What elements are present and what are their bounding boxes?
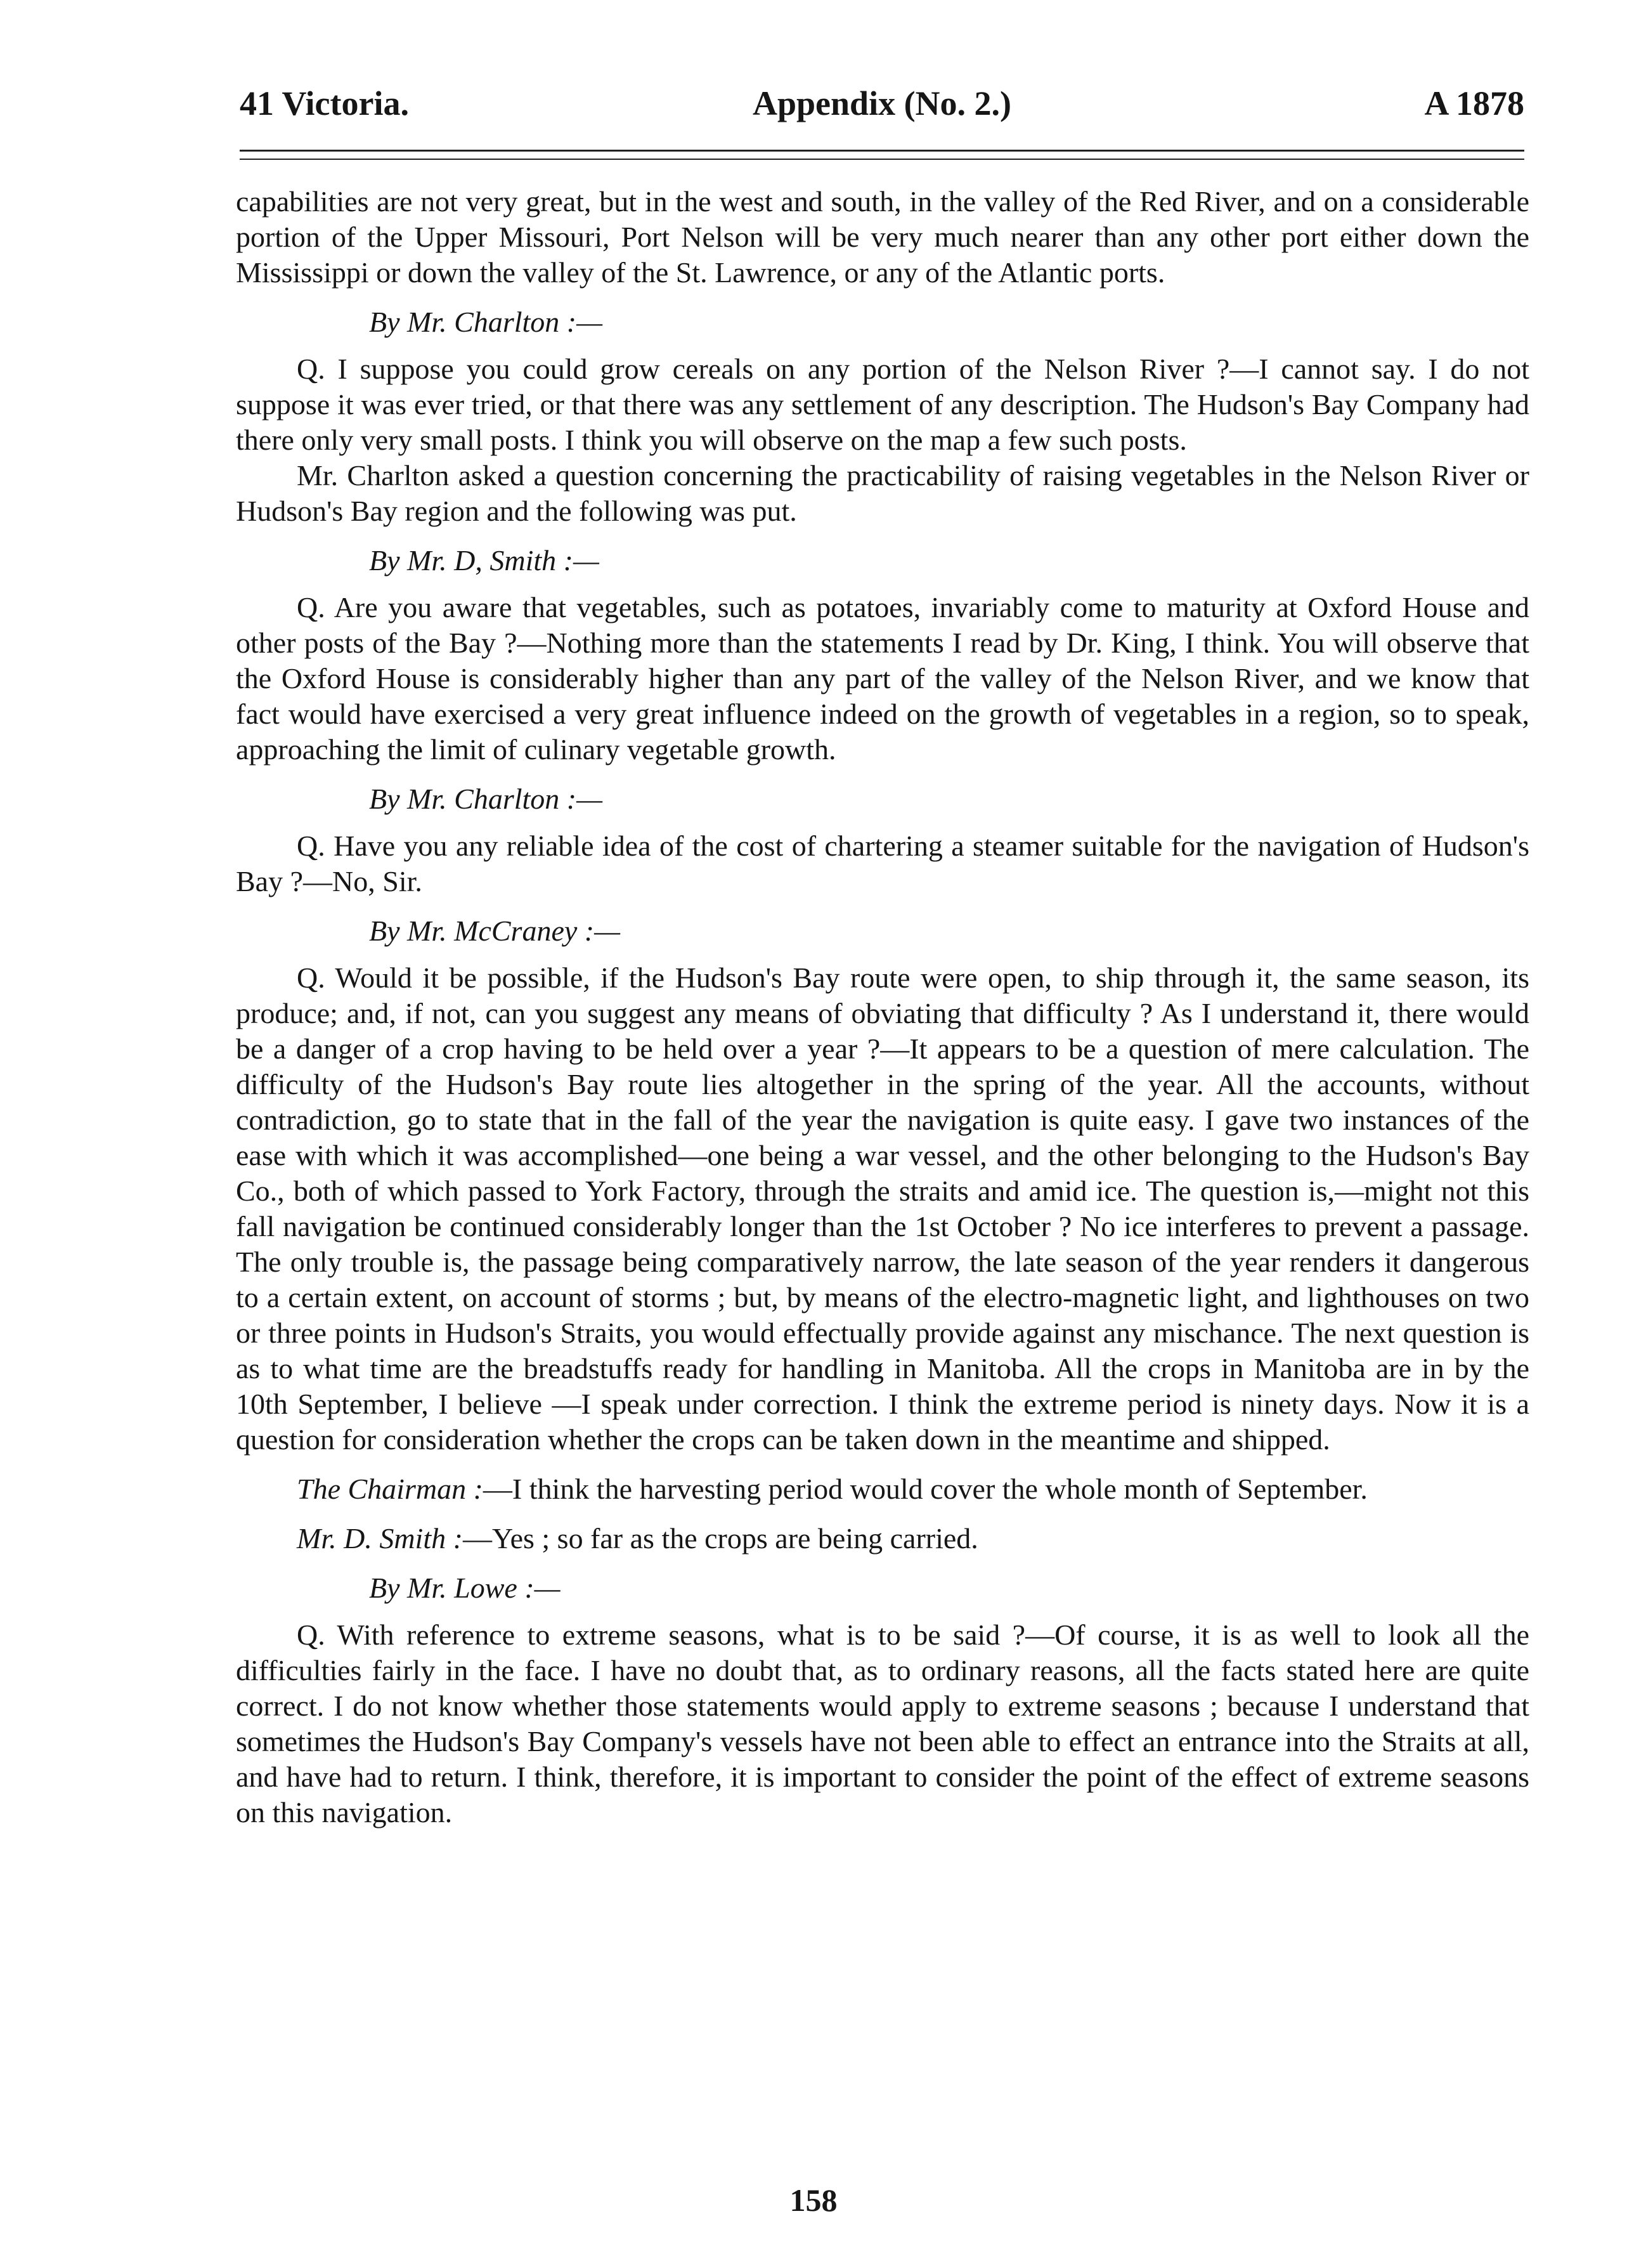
header-appendix: Appendix (No. 2.) — [752, 84, 1012, 122]
statement-paragraph — [236, 1471, 1529, 1507]
question-answer-paragraph: Q. Have you any reliable idea of the cost of chartering a steamer suitable for the navigation of Hudson's Bay ?—No, Sir. — [236, 830, 1529, 897]
header-year: A 1878 — [1424, 84, 1524, 122]
paragraph-continuation: capabilities are not very great, but in the west and south, in the valley of the Red River, and on a considerable portion of the Upper Missouri, Port Nelson will be very much nearer than any other port either down the Mississippi or down the valley of the St. Lawrence, or any of the Atlantic ports. — [236, 185, 1529, 289]
page-number: 158 — [789, 2182, 838, 2218]
narrative-paragraph: Mr. Charlton asked a question concerning the practicability of raising vegetables in the Nelson River or Hudson's Bay region and the following was put. — [236, 459, 1529, 527]
running-header — [240, 75, 1524, 132]
question-answer-paragraph: Q. I suppose you could grow cereals on any portion of the Nelson River ?—I cannot say. I do not suppose it was ever tried, or that there was any settlement of any description. The Hudson's Bay Company had there only very small posts. I think you will observe on the map a few such posts. — [236, 353, 1529, 456]
question-answer-paragraph: Q. Are you aware that vegetables, such as potatoes, invariably come to maturity at Oxford House and other posts of the Bay ?—Nothing more than the statements I read by Dr. King, I think. You will observe that the Oxford House is considerably higher than any part of the valley of the Nelson River, and we know that fact would have exercised a very great influence indeed on the growth of vegetables in a region, so to speak, approaching the limit of culinary vegetable growth. — [236, 591, 1529, 766]
speaker-heading: By Mr. Lowe :— — [369, 1572, 561, 1604]
statement-speaker: The Chairman : — [297, 1473, 483, 1505]
header-session: 41 Victoria. — [240, 84, 409, 122]
speaker-heading: By Mr. Charlton :— — [369, 783, 602, 815]
question-answer-paragraph: Q. Would it be possible, if the Hudson's Bay route were open, to ship through it, the same season, its produce; and, if not, can you suggest any means of obviating that difficulty ? As I understand it, there would be a danger of a crop having to be held over a year ?—It appears to be a question of mere calculation. The difficulty of the Hudson's Bay route lies altogether in the spring of the year. All the accounts, without contradiction, go to state that in the fall of the year the navigation is quite easy. I gave two instances of the ease with which it was accomplished—one being a war vessel, and the other belonging to the Hudson's Bay Co., both of which passed to York Factory, through the straits and amid ice. The question is,—might not this fall navigation be continued considerably longer than the 1st October ? No ice interferes to prevent a passage. The only trouble is, the passage being comparatively narrow, the late season of the year renders it dangerous to a certain extent, on account of storms ; but, by means of the electro-magnetic light, and lighthouses on two or three points in Hudson's Straits, you would effectually provide against any mischance. The next question is as to what time are the breadstuffs ready for handling in Manitoba. All the crops in Manitoba are in by the 10th September, I believe —I speak under correction. I think the extreme period is ninety days. Now it is a question for consideration whether the crops can be taken down in the meantime and shipped. — [236, 961, 1529, 1456]
header-rule-bottom — [240, 159, 1524, 160]
speaker-heading: By Mr. McCraney :— — [369, 915, 621, 947]
question-answer-paragraph: Q. With reference to extreme seasons, what is to be said ?—Of course, it is as well to look all the difficulties fairly in the face. I have no doubt that, as to ordinary reasons, all the facts stated here are quite correct. I do not know whether those statements would apply to extreme seasons ; because I understand that sometimes the Hudson's Bay Company's vessels have not been able to effect an entrance into the Straits at all, and have had to return. I think, therefore, it is important to consider the point of the effect of extreme seasons on this navigation. — [236, 1619, 1529, 1828]
header-rule-top — [240, 150, 1524, 152]
statement-text: —Yes ; so far as the crops are being carried. — [462, 1522, 978, 1554]
speaker-heading: By Mr. Charlton :— — [369, 306, 602, 338]
statement-text: —I think the harvesting period would cover the whole month of September. — [483, 1473, 1368, 1505]
speaker-heading: By Mr. D, Smith :— — [369, 544, 599, 577]
document-body — [236, 184, 1529, 1830]
statement-speaker: Mr. D. Smith : — [297, 1522, 463, 1554]
statement-paragraph — [236, 1521, 1529, 1556]
